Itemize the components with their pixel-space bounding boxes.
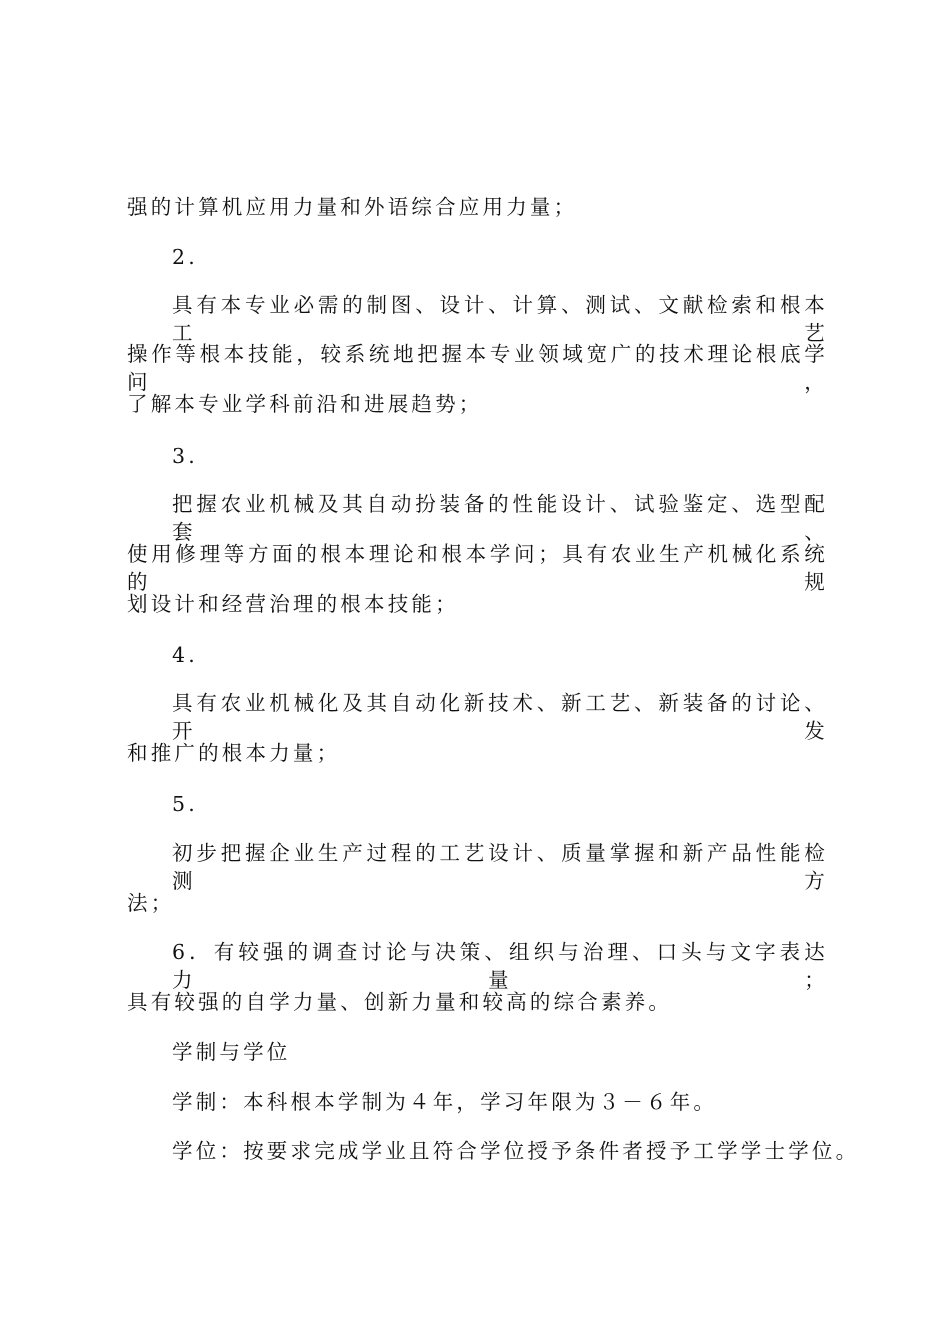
list-number: 4. bbox=[172, 643, 198, 667]
list-number: 2. bbox=[172, 245, 198, 269]
text-line: 划设计和经营治理的根本技能； bbox=[127, 592, 459, 616]
text-line: 具有本专业必需的制图、设计、计算、测试、文献检索和根本工艺 bbox=[172, 293, 828, 345]
text-line: 6．有较强的调查讨论与决策、组织与治理、口头与文字表达力量； bbox=[172, 940, 828, 992]
text-line: 学位：按要求完成学业且符合学位授予条件者授予工学学士学位。 bbox=[172, 1139, 860, 1163]
section-heading: 学制与学位 bbox=[172, 1040, 291, 1064]
text-line: 具有较强的自学力量、创新力量和较高的综合素养。 bbox=[127, 990, 673, 1014]
text-line: 强的计算机应用力量和外语综合应用力量； bbox=[127, 195, 578, 219]
text-line: 法； bbox=[127, 891, 175, 915]
list-number: 3. bbox=[172, 444, 198, 468]
text-line: 和推广的根本力量； bbox=[127, 741, 341, 765]
text-line: 了解本专业学科前沿和进展趋势； bbox=[127, 392, 483, 416]
list-number: 5. bbox=[172, 792, 198, 816]
text-line: 使用修理等方面的根本理论和根本学问；具有农业生产机械化系统的规 bbox=[127, 542, 828, 594]
text-line: 学制：本科根本学制为４年，学习年限为３－６年。 bbox=[172, 1090, 718, 1114]
text-line: 把握农业机械及其自动扮装备的性能设计、试验鉴定、选型配套、 bbox=[172, 492, 828, 544]
text-line: 初步把握企业生产过程的工艺设计、质量掌握和新产品性能检测方 bbox=[172, 841, 828, 893]
text-line: 操作等根本技能，较系统地把握本专业领域宽广的技术理论根底学问， bbox=[127, 342, 828, 394]
text-line: 具有农业机械化及其自动化新技术、新工艺、新装备的讨论、开发 bbox=[172, 691, 828, 743]
